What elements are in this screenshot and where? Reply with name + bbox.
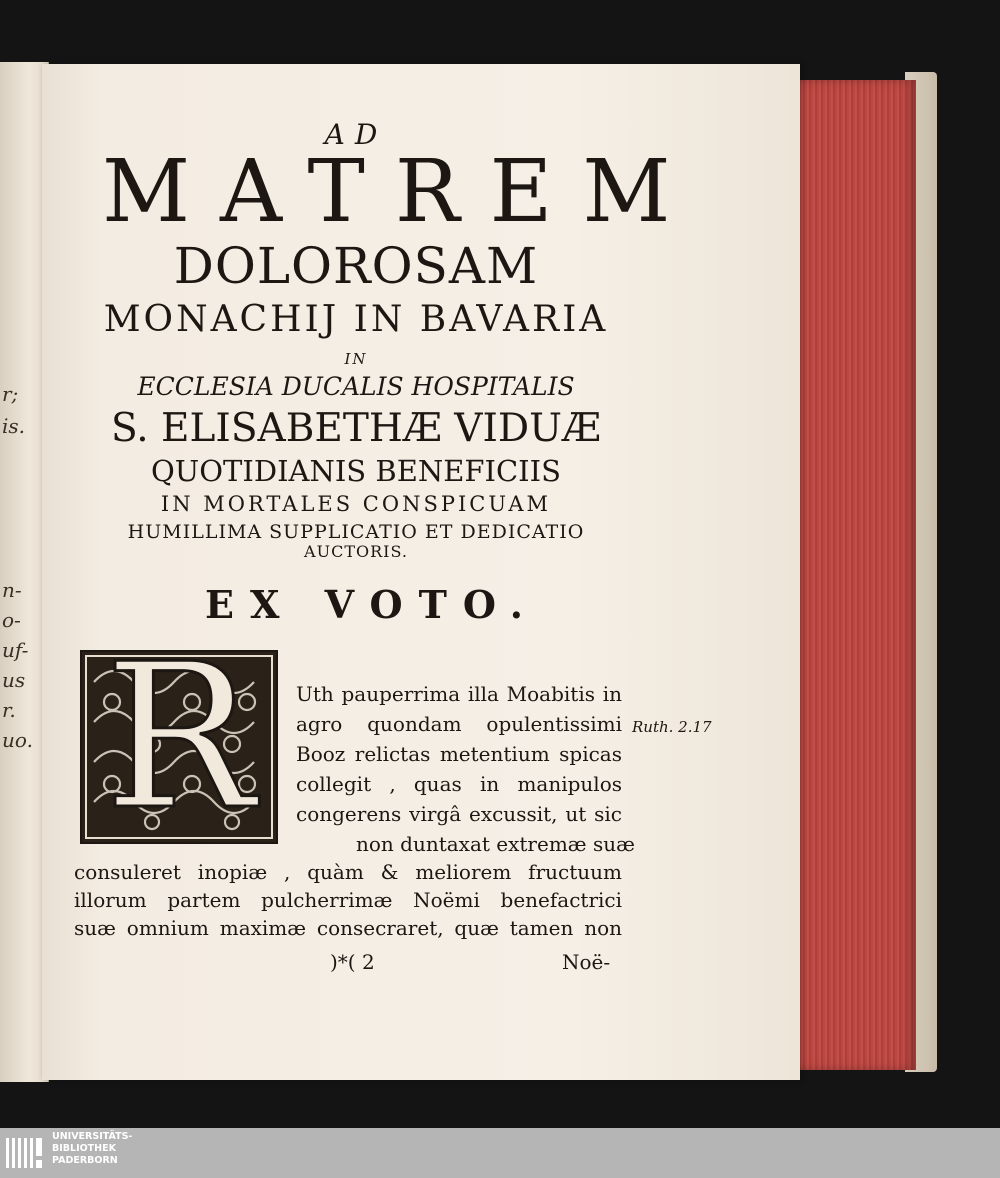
body-line: consuleret inopiæ , quàm & meliorem fructuum [74, 860, 622, 884]
left-page-fragment: n- [2, 578, 22, 602]
body-line: collegit , quas in manipulos [296, 772, 622, 796]
title-quotidianis: QUOTIDIANIS BENEFICIIS [151, 454, 561, 488]
title-in-mortales: IN MORTALES CONSPICUAM [160, 492, 552, 516]
body-line: suæ omnium maximæ consecraret, quæ tamen non [74, 916, 622, 940]
left-page-fragment: uf- [2, 638, 29, 662]
body-line: Booz relictas metentium spicas [296, 742, 622, 766]
library-name-line: BIBLIOTHEK [52, 1143, 116, 1154]
library-name-line: PADERBORN [52, 1155, 118, 1166]
left-page-fragment: uo. [2, 728, 33, 752]
library-name [52, 1131, 132, 1167]
title-ex-voto: EX VOTO. [205, 582, 539, 627]
library-name-line: UNIVERSITÄTS- [52, 1131, 133, 1142]
title-dolorosam: DOLOROSAM [173, 237, 539, 295]
library-logo-icon [6, 1134, 46, 1172]
body-line: agro quondam opulentissimi [296, 712, 622, 736]
title-elisabeth: S. ELISABETHÆ VIDUÆ [110, 406, 602, 451]
title-humillima: HUMILLIMA SUPPLICATIO ET DEDICATIO [127, 521, 585, 543]
title-ad: AD [324, 118, 388, 151]
body-line: non duntaxat extremæ suæ [356, 832, 635, 856]
left-page-fragment: is. [2, 414, 26, 438]
title-monachij: MONACHIJ IN BAVARIA [103, 299, 609, 340]
catchword: Noë- [562, 950, 611, 974]
title-in: IN [344, 350, 368, 368]
left-page-fragment: r; [2, 382, 19, 406]
body-line: illorum partem pulcherrimæ Noëmi benefactrici [74, 888, 622, 912]
library-footer-bar [0, 1128, 1000, 1178]
left-page-fragment: o- [2, 608, 21, 632]
left-page-fragment: r. [2, 698, 16, 722]
title-matrem: MATREM [102, 142, 701, 242]
marginal-reference: Ruth. 2.17 [632, 718, 712, 736]
body-line: congerens virgâ excussit, ut sic [296, 802, 622, 826]
left-page-fragment: us [2, 668, 26, 692]
ornamental-initial [80, 621, 278, 854]
title-ecclesia: ECCLESIA DUCALIS HOSPITALIS [137, 372, 575, 401]
page-block-red-edge [788, 80, 916, 1070]
title-auctoris: AUCTORIS. [304, 542, 408, 561]
body-line: Uth pauperrima illa Moabitis in [296, 682, 622, 706]
drop-cap-letter: R [104, 621, 255, 854]
signature-mark: )*( 2 [330, 950, 375, 974]
